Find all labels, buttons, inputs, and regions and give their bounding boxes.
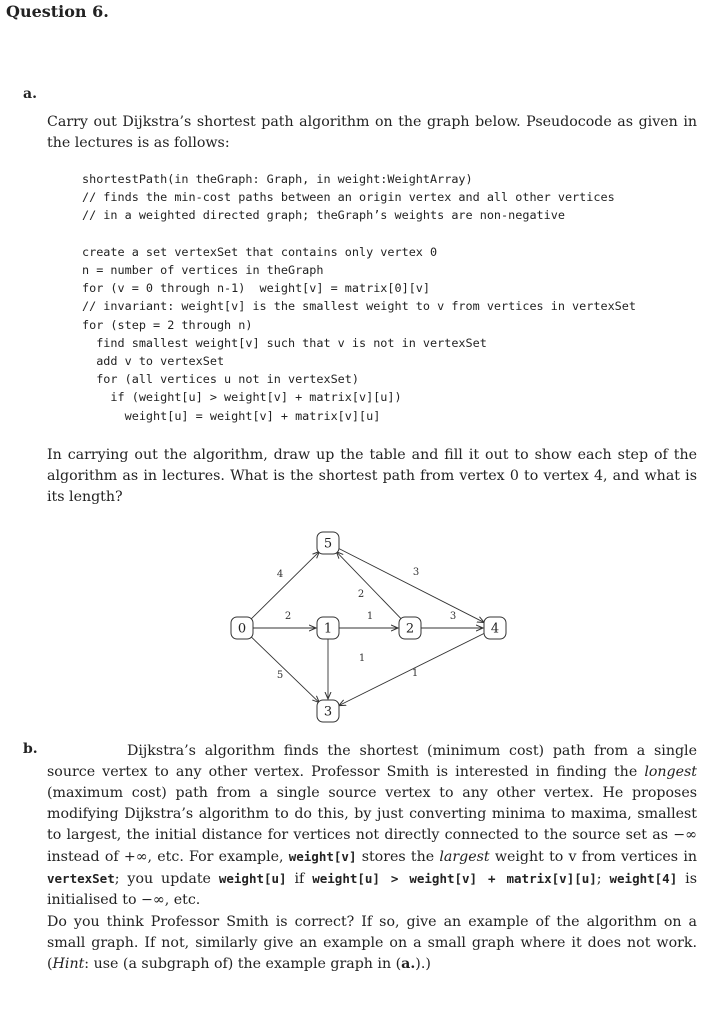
pseudocode-block — [82, 170, 636, 425]
vertex-label: 1 — [323, 621, 333, 637]
edge-weight-label: 5 — [276, 670, 284, 681]
question-title: Question 6. — [6, 2, 109, 21]
edge-weight-label: 2 — [284, 611, 292, 622]
code-line — [82, 225, 636, 243]
part-b-text: : use (a subgraph of) the example graph in ( — [84, 956, 402, 972]
part-b-text: Do you think Professor Smith is correct? If so, give an example of the algorithm on a small graph. If not, similarly give an example on a small graph where it does not work. ( — [47, 914, 697, 972]
part-a-task: In carrying out the algorithm, draw up the table and fill it out to show each step of the algorithm as in lectures. What is the shortest path from vertex 0 to vertex 4, and what is its length? — [47, 447, 697, 505]
edge-0-3 — [250, 636, 319, 703]
code-line: shortestPath(in theGraph: Graph, in weight:WeightArray) — [82, 172, 473, 186]
code-line: find smallest weight[v] such that v is not in vertexSet — [82, 335, 487, 350]
emphasis-longest: longest — [644, 764, 697, 780]
part-a-reference: a. — [401, 956, 416, 972]
code-line: for (all vertices u not in vertexSet) — [82, 372, 359, 387]
code-line: weight[u] = weight[v] + matrix[v][u] — [82, 408, 381, 423]
vertex-label: 4 — [490, 621, 500, 637]
part-b-text: (maximum cost) path from a single source vertex to any other vertex. He proposes modifying Dijkstra’s algorithm to do this, by just converting minima to maxima, smallest to largest, the initial distance for vertices not directly connected to the source set as −∞ instead of +∞, etc. For example, — [47, 785, 697, 865]
part-b-text: is initialised to −∞, etc. — [47, 871, 697, 908]
part-b-text: Dijkstra’s algorithm finds the shortest (minimum cost) path from a single source vertex to any other vertex. Professor Smith is interested in finding the — [47, 743, 697, 780]
code-line: // in a weighted directed graph; theGraph’s weights are non-negative — [82, 208, 565, 223]
edge-weight-label: 3 — [412, 567, 420, 578]
code-update-condition: weight[u] > weight[v] + matrix[v][u] — [312, 871, 597, 886]
weighted-directed-graph — [220, 525, 520, 725]
edge-weight-label: 2 — [357, 589, 365, 600]
edge-weight-label: 1 — [411, 668, 419, 679]
edge-2-5 — [336, 552, 402, 620]
part-b-text: ; — [596, 871, 610, 887]
part-b-paragraph-2 — [47, 912, 697, 975]
code-line: add v to vertexSet — [82, 354, 225, 369]
part-b-paragraph-1 — [47, 741, 697, 911]
part-a-intro: Carry out Dijkstra’s shortest path algorithm on the graph below. Pseudocode as given in the lectures is as follows: — [47, 114, 697, 151]
edge-weight-label: 1 — [366, 611, 374, 622]
code-weight-v: weight[v] — [288, 849, 357, 864]
vertex-label: 0 — [237, 621, 247, 637]
part-b-text: weight to v from vertices in — [489, 849, 697, 865]
code-line: // invariant: weight[v] is the smallest weight to v from vertices in vertexSet — [82, 299, 636, 314]
code-vertexset: vertexSet — [47, 871, 115, 886]
part-b-text: if — [286, 871, 313, 887]
edge-0-5 — [250, 551, 320, 620]
hint-label: Hint — [52, 956, 85, 972]
code-weight-4: weight[4] — [609, 871, 678, 886]
code-line: // finds the min-cost paths between an origin vertex and all other vertices — [82, 190, 615, 205]
code-line: for (step = 2 through n) — [82, 317, 253, 332]
part-b-label: b. — [23, 741, 38, 757]
edge-5-4 — [338, 548, 485, 623]
code-line: if (weight[u] > weight[v] + matrix[v][u]) — [82, 390, 402, 405]
emphasis-largest: largest — [439, 849, 490, 865]
edge-weight-label: 4 — [276, 569, 284, 580]
vertex-label: 5 — [323, 536, 333, 552]
code-line: n = number of vertices in theGraph — [82, 263, 324, 278]
part-b-text: ).) — [415, 956, 431, 972]
code-line: create a set vertexSet that contains only vertex 0 — [82, 244, 438, 259]
part-b-text: ; you update — [114, 871, 219, 887]
edge-weight-label: 1 — [358, 653, 366, 664]
code-line: for (v = 0 through n-1) weight[v] = matrix[0][v] — [82, 281, 431, 296]
vertex-label: 2 — [405, 621, 415, 637]
vertex-label: 3 — [323, 704, 333, 720]
edge-weight-label: 3 — [449, 611, 457, 622]
part-a-label: a. — [23, 86, 37, 102]
code-weight-u: weight[u] — [218, 871, 287, 886]
part-b-text: stores the — [356, 849, 440, 865]
